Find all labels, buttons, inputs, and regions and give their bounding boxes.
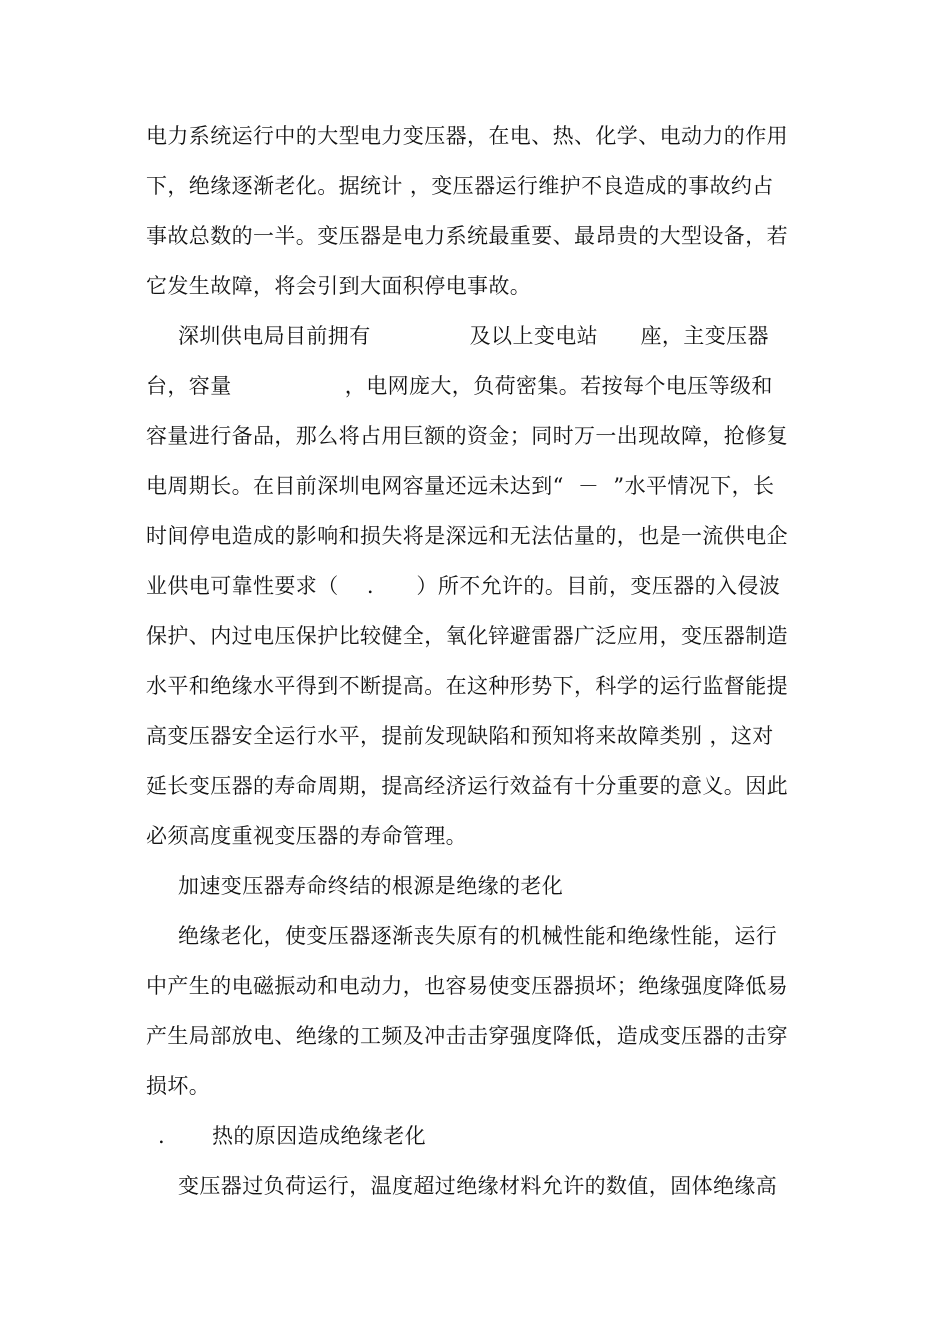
paragraph-2-line-8: 水平和绝缘水平得到不断提高。在这种形势下，科学的运行监督能提 xyxy=(146,674,788,698)
subsection-heading: 热的原因造成绝缘老化 xyxy=(212,1124,426,1148)
paragraph-4-line-1: 变压器过负荷运行，温度超过绝缘材料允许的数值，固体绝缘高 xyxy=(178,1174,778,1198)
paragraph-2-line-6: 业供电可靠性要求（ . ）所不允许的。目前，变压器的入侵波 xyxy=(146,574,781,598)
paragraph-2-line-2: 台，容量 ，电网庞大，负荷密集。若按每个电压等级和 xyxy=(146,374,773,398)
paragraph-2-line-4: 电周期长。在目前深圳电网容量还远未达到“ － ”水平情况下，长 xyxy=(146,474,775,498)
paragraph-1-line-1: 电力系统运行中的大型电力变压器，在电、热、化学、电动力的作用 xyxy=(146,124,788,148)
paragraph-2-line-7: 保护、内过电压保护比较健全，氧化锌避雷器广泛应用，变压器制造 xyxy=(146,624,788,648)
section-heading: 加速变压器寿命终结的根源是绝缘的老化 xyxy=(178,874,564,898)
paragraph-3-line-4: 损坏。 xyxy=(146,1074,211,1098)
paragraph-2-line-10: 延长变压器的寿命周期，提高经济运行效益有十分重要的意义。因此 xyxy=(146,774,788,798)
paragraph-1-line-2: 下，绝缘逐渐老化。据统计 ，变压器运行维护不良造成的事故约占 xyxy=(146,174,774,198)
paragraph-2-line-1: 深圳供电局目前拥有 及以上变电站 座，主变压器 xyxy=(178,324,769,348)
paragraph-2-line-9: 高变压器安全运行水平，提前发现缺陷和预知将来故障类别 ，这对 xyxy=(146,724,774,748)
paragraph-2-line-3: 容量进行备品，那么将占用巨额的资金；同时万一出现故障，抢修复 xyxy=(146,424,788,448)
paragraph-2-line-11: 必须高度重视变压器的寿命管理。 xyxy=(146,824,467,848)
paragraph-3-line-3: 产生局部放电、绝缘的工频及冲击击穿强度降低，造成变压器的击穿 xyxy=(146,1024,788,1048)
paragraph-3-line-1: 绝缘老化，使变压器逐渐丧失原有的机械性能和绝缘性能，运行 xyxy=(178,924,778,948)
paragraph-2-line-5: 时间停电造成的影响和损失将是深远和无法估量的，也是一流供电企 xyxy=(146,524,788,548)
paragraph-1-line-4: 它发生故障，将会引到大面积停电事故。 xyxy=(146,274,532,298)
subsection-number: . xyxy=(158,1124,166,1148)
paragraph-3-line-2: 中产生的电磁振动和电动力，也容易使变压器损坏；绝缘强度降低易 xyxy=(146,974,788,998)
paragraph-1-line-3: 事故总数的一半。变压器是电力系统最重要、最昂贵的大型设备，若 xyxy=(146,224,788,248)
